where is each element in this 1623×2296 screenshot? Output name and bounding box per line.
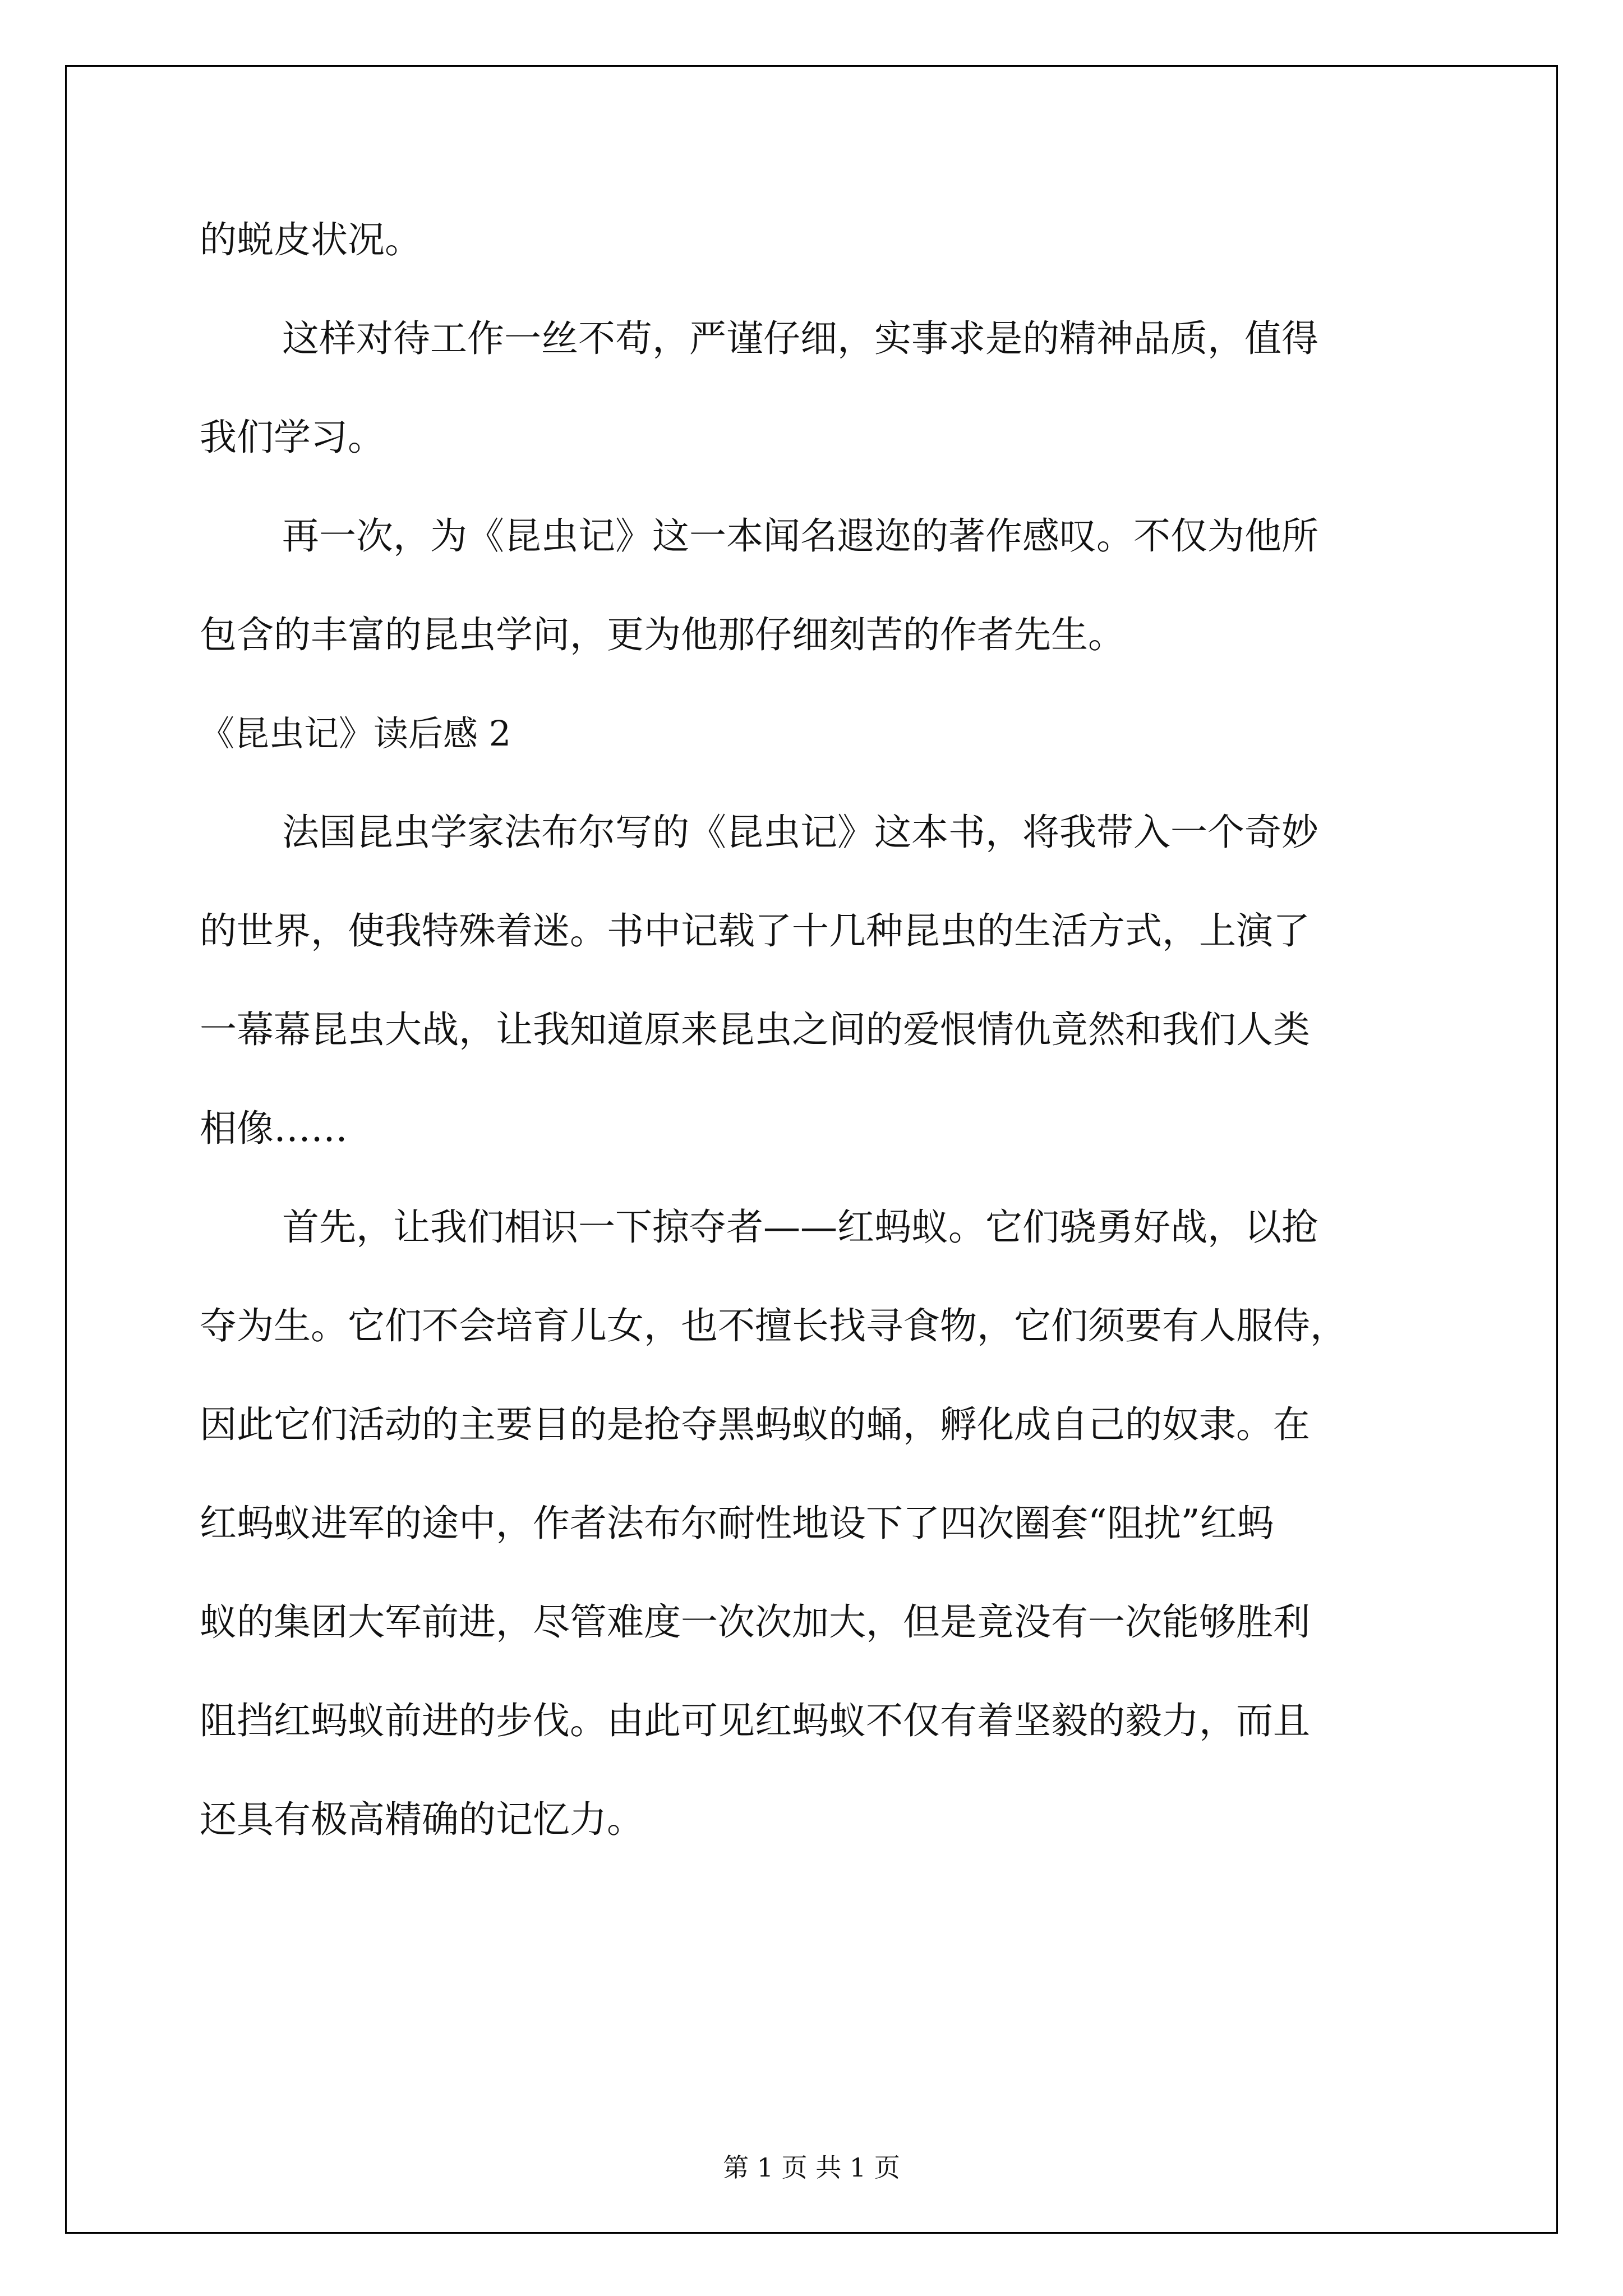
page-number: 第 1 页 共 1 页 [723,2152,900,2183]
paragraph-line: 夺为生。它们不会培育儿女，也不擅长找寻食物，它们须要有人服侍， [200,1304,1347,1347]
paragraph-line: 蚁的集团大军前进，尽管难度一次次加大，但是竟没有一次能够胜利 [200,1600,1310,1644]
paragraph-line: 相像…… [200,1107,348,1150]
paragraph-line: 的蜕皮状况。 [200,218,422,261]
section-heading: 《昆虫记》读后感 2 [200,713,511,754]
paragraph-line: 再一次，为《昆虫记》这一本闻名遐迩的著作感叹。不仅为他所 [282,514,1318,558]
paragraph-line: 因此它们活动的主要目的是抢夺黑蚂蚁的蛹，孵化成自己的奴隶。在 [200,1403,1310,1446]
paragraph-line: 首先，让我们相识一下掠夺者——红蚂蚁。它们骁勇好战，以抢 [282,1205,1318,1249]
paragraph-line: 阻挡红蚂蚁前进的步伐。由此可见红蚂蚁不仅有着坚毅的毅力，而且 [200,1699,1310,1742]
document-body [200,191,1428,1869]
paragraph-line: 一幕幕昆虫大战，让我知道原来昆虫之间的爱恨情仇竟然和我们人类 [200,1008,1310,1051]
paragraph-line: 红蚂蚁进军的途中，作者法布尔耐性地设下了四次圈套“阻扰”红蚂 [200,1502,1274,1545]
paragraph-line: 包含的丰富的昆虫学问，更为他那仔细刻苦的作者先生。 [200,613,1125,656]
paragraph-line: 法国昆虫学家法布尔写的《昆虫记》这本书，将我带入一个奇妙 [282,811,1318,854]
paragraph-line: 的世界，使我特殊着迷。书中记载了十几种昆虫的生活方式，上演了 [200,909,1310,953]
paragraph-line: 这样对待工作一丝不苟，严谨仔细，实事求是的精神品质，值得 [282,317,1318,360]
paragraph-line: 我们学习。 [200,416,385,459]
paragraph-line: 还具有极高精确的记忆力。 [200,1798,644,1841]
